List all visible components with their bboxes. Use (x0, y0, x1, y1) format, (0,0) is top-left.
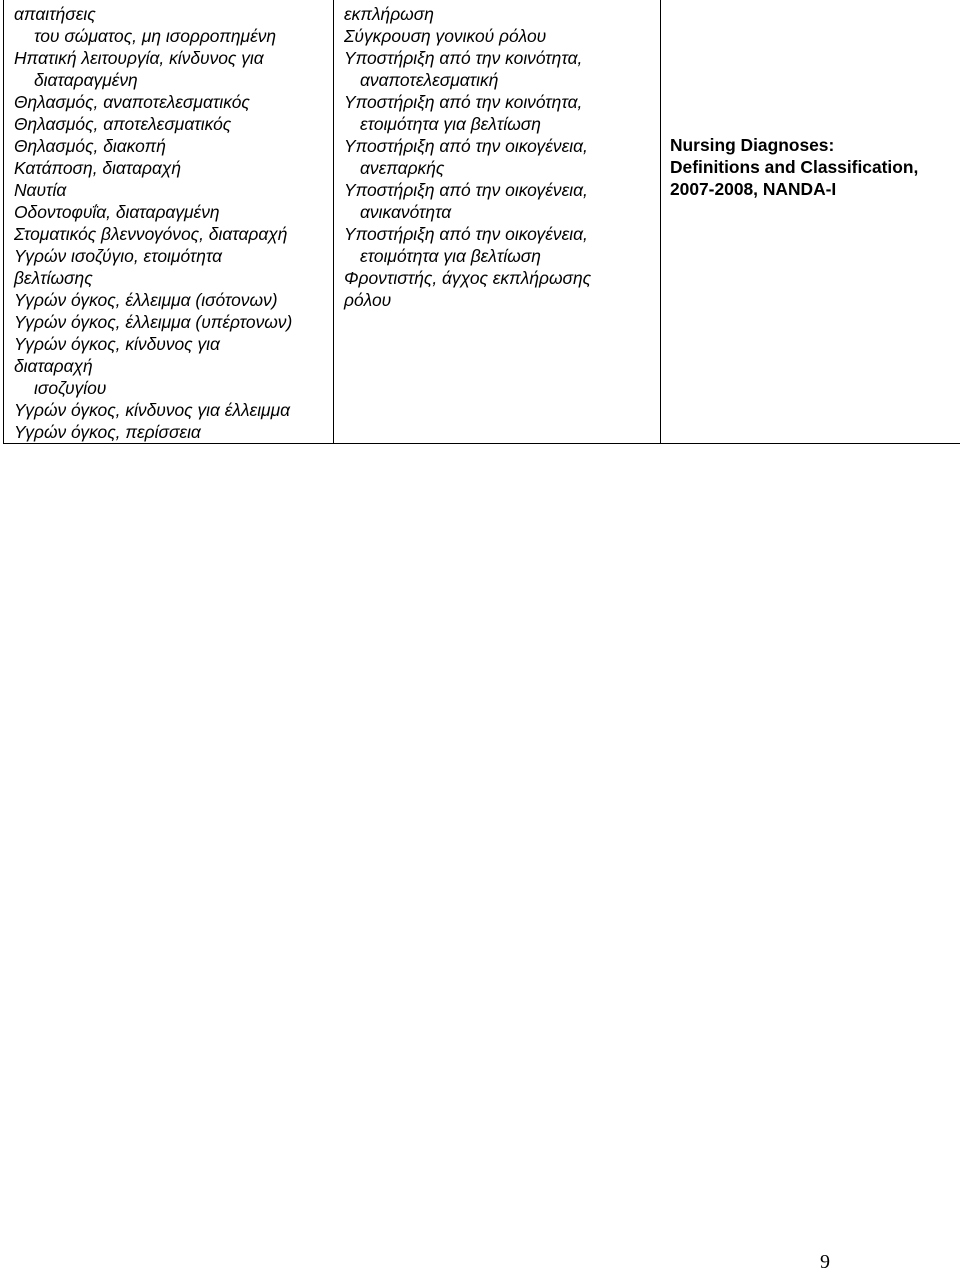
diagnosis-line: ετοιμότητα για βελτίωση (344, 113, 660, 135)
reference-line: Nursing Diagnoses: (670, 134, 960, 156)
diagnosis-line: Υποστήριξη από την οικογένεια, (344, 179, 660, 201)
diagnoses-list-left (4, 0, 333, 443)
diagnosis-line: Υποστήριξη από την κοινότητα, (344, 47, 660, 69)
diagnosis-line: Θηλασμός, διακοπή (14, 135, 333, 157)
diagnosis-line: ανεπαρκής (344, 157, 660, 179)
diagnosis-line: ανικανότητα (344, 201, 660, 223)
page-number: 9 (820, 1250, 830, 1274)
reference-line: Definitions and Classification, (670, 156, 960, 178)
diagnosis-line: Υγρών όγκος, έλλειμμα (ισότονων) (14, 289, 333, 311)
diagnosis-line: Σύγκρουση γονικού ρόλου (344, 25, 660, 47)
table-cell-reference (661, 0, 960, 444)
diagnosis-line: αναποτελεσματική (344, 69, 660, 91)
diagnosis-line: Φροντιστής, άγχος εκπλήρωσης (344, 267, 660, 289)
diagnosis-line: απαιτήσεις (14, 3, 333, 25)
diagnosis-line: Ναυτία (14, 179, 333, 201)
diagnosis-line: Οδοντοφυΐα, διαταραγμένη (14, 201, 333, 223)
diagnoses-list-middle (334, 0, 660, 311)
diagnosis-line: Θηλασμός, αποτελεσματικός (14, 113, 333, 135)
diagnosis-line: ρόλου (344, 289, 660, 311)
diagnosis-line: διαταραχή (14, 355, 333, 377)
diagnosis-line: Υγρών όγκος, κίνδυνος για έλλειμμα (14, 399, 333, 421)
diagnosis-line: διαταραγμένη (14, 69, 333, 91)
diagnosis-line: Στοματικός βλεννογόνος, διαταραχή (14, 223, 333, 245)
diagnosis-line: Υγρών ισοζύγιο, ετοιμότητα (14, 245, 333, 267)
diagnosis-line: Κατάποση, διαταραχή (14, 157, 333, 179)
diagnosis-line: Θηλασμός, αναποτελεσματικός (14, 91, 333, 113)
diagnosis-line: Υποστήριξη από την οικογένεια, (344, 223, 660, 245)
reference-citation (661, 0, 960, 200)
diagnosis-line: Ηπατική λειτουργία, κίνδυνος για (14, 47, 333, 69)
diagnosis-line: εκπλήρωση (344, 3, 660, 25)
diagnosis-line: ετοιμότητα για βελτίωση (344, 245, 660, 267)
table-cell-diagnoses-middle (334, 0, 661, 444)
diagnosis-line: Υγρών όγκος, κίνδυνος για (14, 333, 333, 355)
diagnoses-table (3, 0, 960, 444)
diagnosis-line: βελτίωσης (14, 267, 333, 289)
diagnosis-line: Υποστήριξη από την οικογένεια, (344, 135, 660, 157)
diagnosis-line: Υγρών όγκος, έλλειμμα (υπέρτονων) (14, 311, 333, 333)
diagnosis-line: του σώματος, μη ισορροπημένη (14, 25, 333, 47)
diagnosis-line: ισοζυγίου (14, 377, 333, 399)
table-cell-diagnoses-left (4, 0, 334, 444)
table-row (4, 0, 960, 444)
diagnosis-line: Υποστήριξη από την κοινότητα, (344, 91, 660, 113)
diagnosis-line: Υγρών όγκος, περίσσεια (14, 421, 333, 443)
reference-line: 2007-2008, NANDA-I (670, 178, 960, 200)
